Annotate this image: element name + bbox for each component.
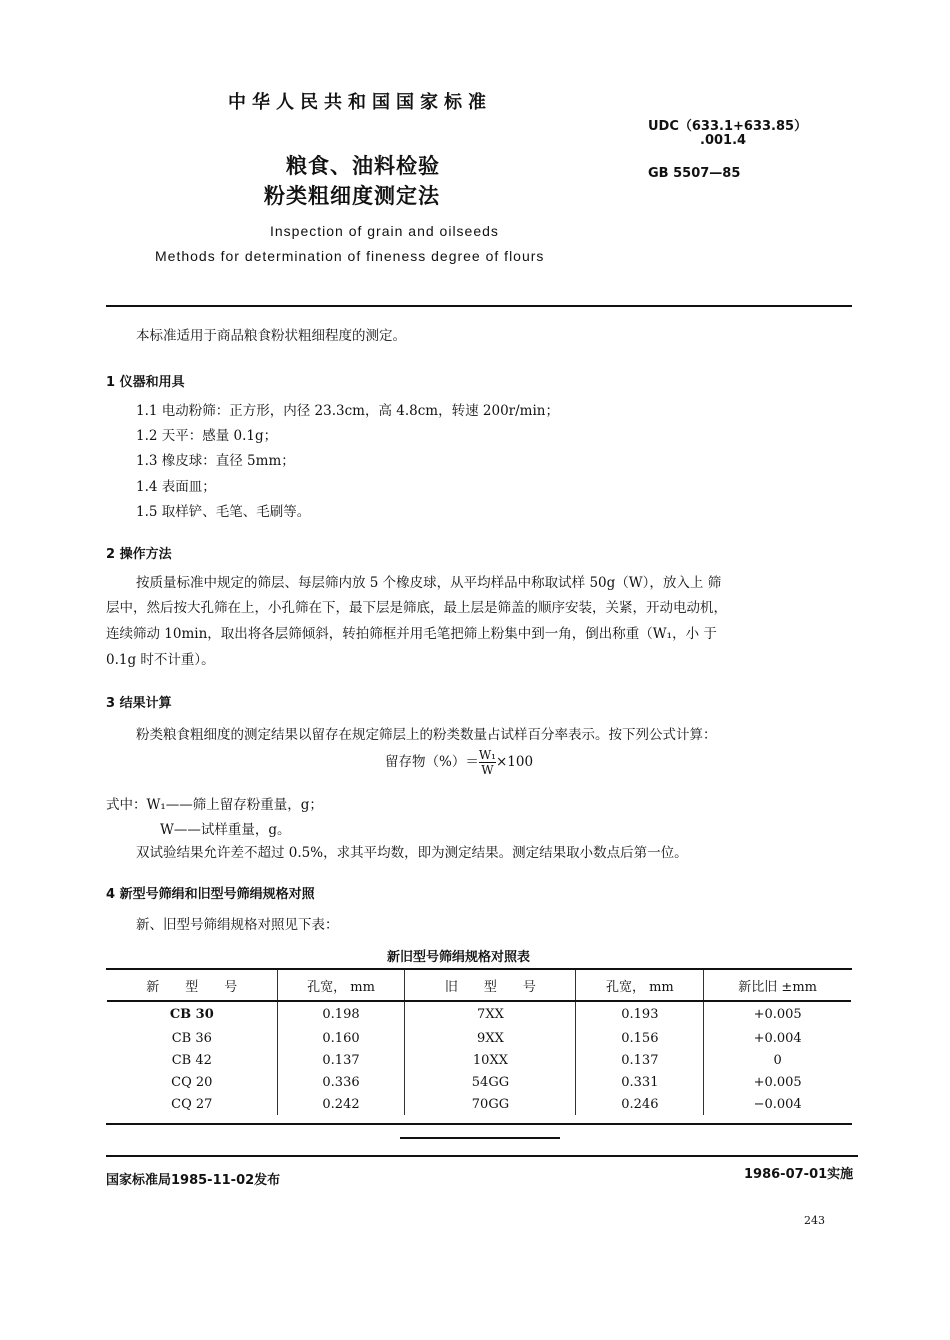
sec4-text: 新、旧型号筛绢规格对照见下表： <box>136 917 339 933</box>
cell: 0.193 <box>576 1001 704 1027</box>
cell: 9XX <box>405 1027 576 1049</box>
sec2-line: 连续筛动 10min，取出将各层筛倾斜，转拍筛框并用毛笔把筛上粉集中到一角，倒出称重（W₁，小 于 <box>106 626 717 642</box>
formula-left: 留存物（%）＝ <box>385 754 479 770</box>
tolerance-note: 双试验结果允许差不超过 0.5%，求其平均数，即为测定结果。测定结果取小数点后第一位。 <box>136 845 688 861</box>
table-bottom-rule <box>106 1123 852 1125</box>
udc-code-cont: .001.4 <box>700 133 747 148</box>
cell: CB 30 <box>169 1007 214 1022</box>
item-1-4: 1.4 表面皿； <box>136 479 216 495</box>
table-header-row <box>107 970 851 1001</box>
cell: 7XX <box>405 1001 576 1027</box>
col-header: 孔宽， mm <box>277 970 405 1001</box>
page-number: 243 <box>804 1214 825 1227</box>
denominator: W <box>481 763 494 777</box>
col-header: 新 型 号 <box>107 970 277 1001</box>
cell: 0.336 <box>277 1071 405 1093</box>
end-mark-rule <box>400 1137 560 1139</box>
item-1-3: 1.3 橡皮球：直径 5mm； <box>136 453 295 469</box>
definition-w1: 式中：W₁——筛上留存粉重量，g； <box>106 797 323 813</box>
cell: 0.198 <box>277 1001 405 1027</box>
udc-code: UDC（633.1+633.85） <box>648 119 808 134</box>
sec2-line: 0.1g 时不计重）。 <box>106 652 215 668</box>
item-1-5: 1.5 取样铲、毛笔、毛刷等。 <box>136 504 311 520</box>
sec3-text: 粉类粮食粗细度的测定结果以留存在规定筛层上的粉类数量占试样百分率表示。按下列公式计算： <box>136 727 717 743</box>
definition-w: W——试样重量，g。 <box>160 822 291 838</box>
cell: −0.004 <box>704 1093 851 1115</box>
cell: CQ 27 <box>171 1096 213 1112</box>
gb-number: GB 5507—85 <box>648 166 741 181</box>
cell: 0.137 <box>277 1049 405 1071</box>
col-header: 旧 型 号 <box>405 970 576 1001</box>
fraction <box>479 748 496 777</box>
cell: +0.005 <box>704 1071 851 1093</box>
intro-text: 本标准适用于商品粮食粉状粗细程度的测定。 <box>136 328 406 344</box>
table-title: 新旧型号筛绢规格对照表 <box>387 950 531 965</box>
table-row <box>107 1071 851 1093</box>
footer-rule <box>106 1155 858 1157</box>
col-header: 孔宽， mm <box>576 970 704 1001</box>
english-title-2: Methods for determination of fineness degree of flours <box>155 248 545 264</box>
cell: CB 42 <box>171 1052 212 1068</box>
cell: 0.331 <box>576 1071 704 1093</box>
sec2-line: 按质量标准中规定的筛层、每层筛内放 5 个橡皮球，从平均样品中称取试样 50g（W），放入上 筛 <box>136 575 722 591</box>
item-1-2: 1.2 天平：感量 0.1g； <box>136 428 278 444</box>
cell: 70GG <box>405 1093 576 1115</box>
title-line1: 粮食、油料检验 <box>286 154 440 178</box>
cell: 0.156 <box>576 1027 704 1049</box>
cell: +0.004 <box>704 1027 851 1049</box>
item-1-1: 1.1 电动粉筛：正方形，内径 23.3cm，高 4.8cm，转速 200r/min； <box>136 403 559 419</box>
sieve-comparison-table <box>107 970 851 1115</box>
effective-date: 1986-07-01实施 <box>744 1167 854 1182</box>
cell: 0.246 <box>576 1093 704 1115</box>
numerator: W₁ <box>478 748 496 762</box>
english-title-1: Inspection of grain and oilseeds <box>270 223 499 239</box>
cell: CQ 20 <box>171 1074 213 1090</box>
cell: 0.242 <box>277 1093 405 1115</box>
formula <box>385 748 533 777</box>
cell: 54GG <box>405 1071 576 1093</box>
cell: 0 <box>704 1049 851 1071</box>
cell: 0.137 <box>576 1049 704 1071</box>
table-row <box>107 1049 851 1071</box>
section-3-heading: 3 结果计算 <box>106 696 172 711</box>
org-name: 中华人民共和国国家标准 <box>228 92 492 113</box>
table-row <box>107 1027 851 1049</box>
sec2-line: 层中，然后按大孔筛在上，小孔筛在下，最下层是筛底，最上层是筛盖的顺序安装，关紧，开动电动机， <box>106 600 727 616</box>
section-2-heading: 2 操作方法 <box>106 547 172 562</box>
table-row <box>107 1093 851 1115</box>
col-header: 新比旧 ±mm <box>704 970 851 1001</box>
title-line2: 粉类粗细度测定法 <box>264 184 440 208</box>
section-1-heading: 1 仪器和用具 <box>106 375 185 390</box>
table-row <box>107 1001 851 1027</box>
cell: 0.160 <box>277 1027 405 1049</box>
cell: 10XX <box>405 1049 576 1071</box>
cell: +0.005 <box>704 1001 851 1027</box>
formula-right: ×100 <box>495 754 534 770</box>
issue-date: 国家标准局1985-11-02发布 <box>106 1173 281 1188</box>
header-rule <box>106 305 852 307</box>
cell: CB 36 <box>171 1030 212 1046</box>
section-4-heading: 4 新型号筛绢和旧型号筛绢规格对照 <box>106 887 315 902</box>
